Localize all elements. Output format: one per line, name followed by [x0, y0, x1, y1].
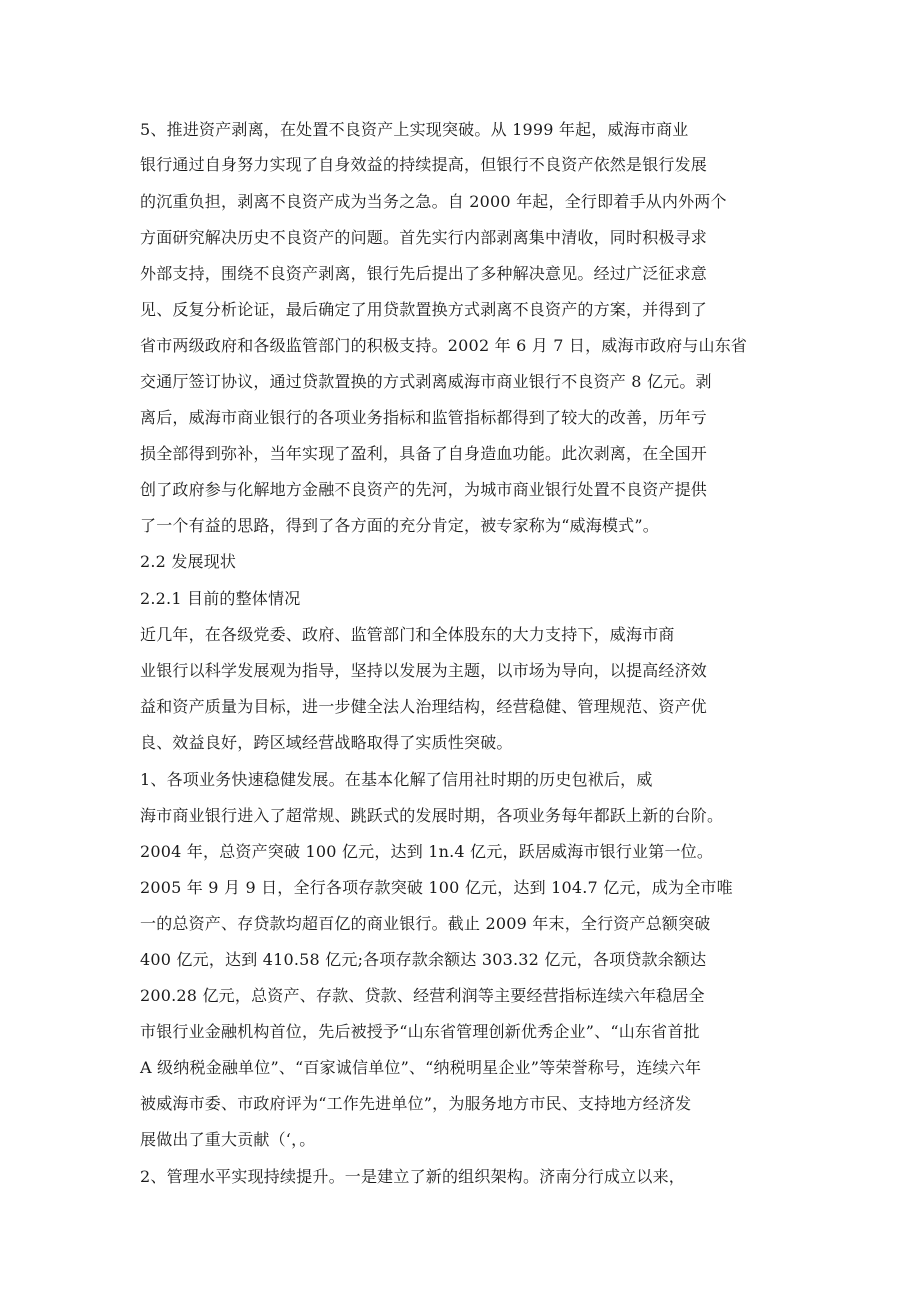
- text-line-16: 业银行以科学发展观为指导，坚持以发展为主题，以市场为导向，以提高经济效: [140, 661, 708, 680]
- subsection-heading-2-2-1: 2.2.1 目前的整体情况: [140, 589, 301, 608]
- text-line-8: 交通厅签订协议，通过贷款置换的方式剥离威海市商业银行不良资产 8 亿元。剥: [140, 372, 712, 391]
- text-line-23: 一的总资产、存贷款均超百亿的商业银行。截止 2009 年末，全行资产总额突破: [140, 914, 711, 933]
- text-line-1: 5、推进资产剥离，在处置不良资产上实现突破。从 1999 年起，威海市商业: [140, 120, 689, 139]
- text-line-15: 近几年，在各级党委、政府、监管部门和全体股东的大力支持下，威海市商: [140, 625, 675, 644]
- text-line-11: 创了政府参与化解地方金融不良资产的先河，为城市商业银行处置不良资产提供: [140, 480, 708, 499]
- text-line-18: 良、效益良好，跨区域经营战略取得了实质性突破。: [140, 733, 513, 752]
- text-line-22: 2005 年 9 月 9 日，全行各项存款突破 100 亿元，达到 104.7 亿元，成为全市唯: [140, 878, 733, 897]
- text-line-26: 市银行业金融机构首位，先后被授予“山东省管理创新优秀企业”、“山东省首批: [140, 1022, 700, 1041]
- text-line-28: 被威海市委、市政府评为“工作先进单位”，为服务地方市民、支持地方经济发: [140, 1094, 692, 1113]
- text-line-21: 2004 年，总资产突破 100 亿元，达到 1n.4 亿元，跃居威海市银行业第一位。: [140, 842, 714, 861]
- text-line-19: 1、各项业务快速稳健发展。在基本化解了信用社时期的历史包袱后，威: [140, 770, 653, 789]
- section-heading-2-2: 2.2 发展现状: [140, 552, 237, 571]
- text-line-25: 200.28 亿元，总资产、存款、贷款、经营利润等主要经营指标连续六年稳居全: [140, 986, 705, 1005]
- text-line-29: 展做出了重大贡献（‘，。: [140, 1130, 316, 1149]
- text-line-12: 了一个有益的思路，得到了各方面的充分肯定，被专家称为“威海模式”。: [140, 516, 659, 535]
- text-line-24: 400 亿元，达到 410.58 亿元;各项存款余额达 303.32 亿元，各项贷款余额达: [140, 950, 707, 969]
- text-line-4: 方面研究解决历史不良资产的问题。首先实行内部剥离集中清收，同时积极寻求: [140, 228, 708, 247]
- text-line-17: 益和资产质量为目标，进一步健全法人治理结构，经营稳健、管理规范、资产优: [140, 697, 708, 716]
- text-line-27: A 级纳税金融单位”、“百家诚信单位”、“纳税明星企业”等荣誉称号，连续六年: [140, 1058, 702, 1077]
- text-line-6: 见、反复分析论证，最后确定了用贷款置换方式剥离不良资产的方案，并得到了: [140, 300, 708, 319]
- text-line-7: 省市两级政府和各级监管部门的积极支持。2002 年 6 月 7 日，威海市政府与山东省: [140, 336, 748, 355]
- text-line-20: 海市商业银行进入了超常规、跳跃式的发展时期，各项业务每年都跃上新的台阶。: [140, 806, 724, 825]
- text-line-2: 银行通过自身努力实现了自身效益的持续提高，但银行不良资产依然是银行发展: [140, 155, 708, 174]
- text-line-9: 离后，威海市商业银行的各项业务指标和监管指标都得到了较大的改善，历年亏: [140, 408, 708, 427]
- text-line-30: 2、管理水平实现持续提升。一是建立了新的组织架构。济南分行成立以来，: [140, 1167, 685, 1186]
- text-line-5: 外部支持，围绕不良资产剥离，银行先后提出了多种解决意见。经过广泛征求意: [140, 264, 708, 283]
- text-line-10: 损全部得到弥补，当年实现了盈利，具备了自身造血功能。此次剥离，在全国开: [140, 444, 708, 463]
- text-line-3: 的沉重负担，剥离不良资产成为当务之急。自 2000 年起，全行即着手从内外两个: [140, 192, 727, 211]
